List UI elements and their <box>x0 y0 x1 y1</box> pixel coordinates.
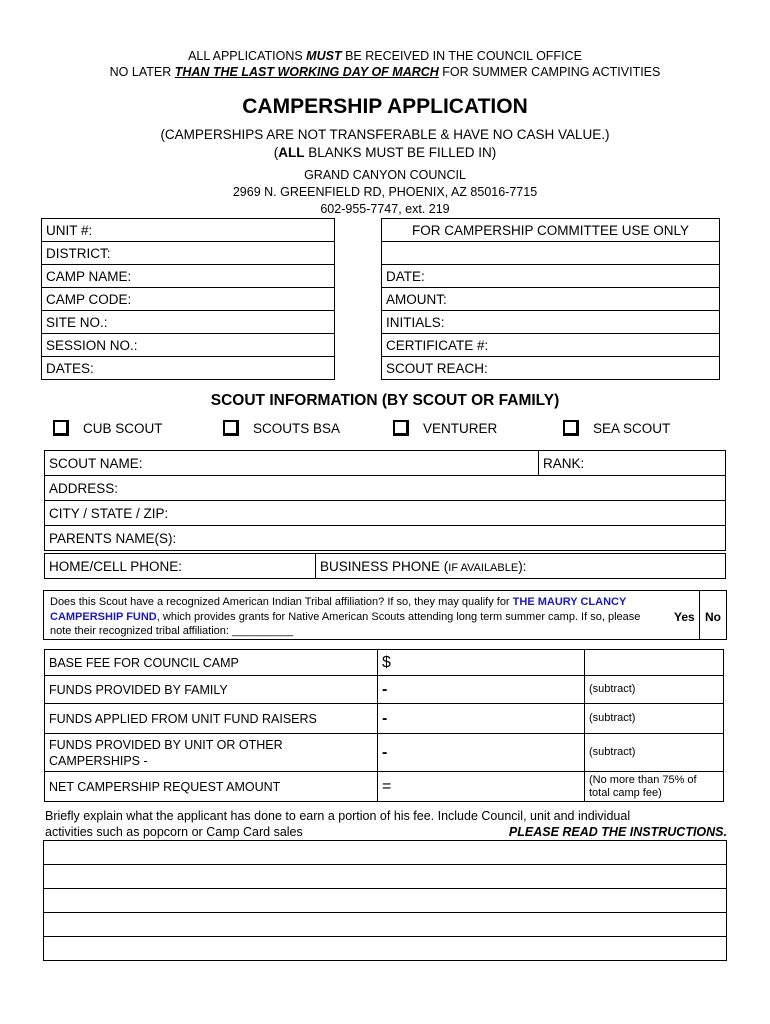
rank-field[interactable]: RANK: <box>539 451 726 476</box>
tribal-text-post: , which provides grants for Native American Scouts attending long term summer camp. If so, please note their recognized tribal affiliation: __________ <box>50 610 641 637</box>
subtitle-line1: (CAMPERSHIPS ARE NOT TRANSFERABLE & HAVE NO CASH VALUE.) <box>160 127 610 142</box>
explanation-line[interactable] <box>44 865 727 889</box>
fee-amount-field[interactable]: - <box>378 676 585 704</box>
camp-name-field[interactable]: CAMP NAME: <box>42 265 335 288</box>
council-street: 2969 N. GREENFIELD RD, PHOENIX, AZ 85016-7715 <box>232 185 538 199</box>
notice-line1-pre: ALL APPLICATIONS <box>188 49 307 63</box>
committee-amount-field[interactable]: AMOUNT: <box>382 288 720 311</box>
committee-certificate-field[interactable]: CERTIFICATE #: <box>382 334 720 357</box>
brief-line2: activities such as popcorn or Camp Card sales <box>45 825 303 839</box>
scouts-bsa-checkbox[interactable] <box>223 420 340 436</box>
notice-line2-pre: NO LATER <box>109 65 175 79</box>
council-phone: 602-955-7747, ext. 219 <box>320 202 450 216</box>
tribal-affiliation-box <box>43 590 727 640</box>
sea-scout-checkbox[interactable] <box>563 420 670 436</box>
fee-label: FUNDS APPLIED FROM UNIT FUND RAISERS <box>45 704 378 734</box>
notice-line2-post: FOR SUMMER CAMPING ACTIVITIES <box>438 65 661 79</box>
sea-scout-label: SEA SCOUT <box>593 420 671 436</box>
committee-date-field[interactable]: DATE: <box>382 265 720 288</box>
committee-initials-field[interactable]: INITIALS: <box>382 311 720 334</box>
fee-amount-field[interactable]: = <box>378 772 585 802</box>
business-phone-label: BUSINESS PHONE ( <box>320 558 449 574</box>
fee-note: (No more than 75% of total camp fee) <box>585 772 724 802</box>
explanation-line[interactable] <box>44 841 727 865</box>
notice-must: MUST <box>306 49 342 63</box>
explanation-line[interactable] <box>44 913 727 937</box>
committee-scout-reach-field[interactable]: SCOUT REACH: <box>382 357 720 380</box>
fee-note: (subtract) <box>585 704 724 734</box>
fee-table <box>44 649 724 802</box>
fee-label: FUNDS PROVIDED BY FAMILY <box>45 676 378 704</box>
fee-label: NET CAMPERSHIP REQUEST AMOUNT <box>45 772 378 802</box>
parents-name-field[interactable]: PARENTS NAME(S): <box>45 526 726 551</box>
page-title: CAMPERSHIP APPLICATION <box>242 95 528 118</box>
venturer-checkbox[interactable] <box>393 420 497 436</box>
fee-amount-field[interactable]: - <box>378 704 585 734</box>
camp-code-field[interactable]: CAMP CODE: <box>42 288 335 311</box>
fee-label: FUNDS PROVIDED BY UNIT OR OTHER CAMPERSHIPS - <box>45 734 378 772</box>
submission-notice <box>0 48 770 80</box>
checkbox-icon <box>53 420 69 436</box>
business-phone-field[interactable] <box>316 554 726 579</box>
address-field[interactable]: ADDRESS: <box>45 476 726 501</box>
subtitle-all: ALL <box>278 145 305 160</box>
scouts-bsa-label: SCOUTS BSA <box>253 420 341 436</box>
fee-label: BASE FEE FOR COUNCIL CAMP <box>45 650 378 676</box>
cub-scout-label: CUB SCOUT <box>83 420 163 436</box>
business-phone-note: IF AVAILABLE <box>448 561 519 574</box>
tribal-no-option[interactable]: No <box>705 610 721 624</box>
committee-blank-field[interactable] <box>382 242 720 265</box>
committee-heading: FOR CAMPERSHIP COMMITTEE USE ONLY <box>382 219 720 242</box>
explanation-lines <box>43 840 727 961</box>
dates-field[interactable]: DATES: <box>42 357 335 380</box>
district-field[interactable]: DISTRICT: <box>42 242 335 265</box>
notice-deadline: THAN THE LAST WORKING DAY OF MARCH <box>174 65 439 79</box>
cub-scout-checkbox[interactable] <box>53 420 163 436</box>
unit-info-table <box>41 218 335 380</box>
unit-number-field[interactable]: UNIT #: <box>42 219 335 242</box>
fee-note: (subtract) <box>585 676 724 704</box>
scout-name-field[interactable]: SCOUT NAME: <box>45 451 539 476</box>
venturer-label: VENTURER <box>423 420 498 436</box>
divider <box>699 591 700 639</box>
subtitle-line2-post: BLANKS MUST BE FILLED IN) <box>304 145 497 160</box>
checkbox-icon <box>563 420 579 436</box>
scout-info-table <box>44 450 726 551</box>
fee-amount-field[interactable]: $ <box>378 650 585 676</box>
read-instructions: PLEASE READ THE INSTRUCTIONS. <box>508 825 727 839</box>
maury-clancy-fund: THE MAURY CLANCY CAMPERSHIP FUND <box>50 596 627 623</box>
fee-note: (subtract) <box>585 734 724 772</box>
city-state-zip-field[interactable]: CITY / STATE / ZIP: <box>45 501 726 526</box>
session-number-field[interactable]: SESSION NO.: <box>42 334 335 357</box>
notice-line1-post: BE RECEIVED IN THE COUNCIL OFFICE <box>341 49 582 63</box>
brief-explanation <box>45 808 735 840</box>
checkbox-icon <box>223 420 239 436</box>
committee-table <box>381 218 720 380</box>
phone-table <box>44 553 726 579</box>
tribal-text <box>50 595 660 639</box>
fee-amount-field[interactable]: - <box>378 734 585 772</box>
subtitle-line2-pre: ( <box>273 145 279 160</box>
explanation-line[interactable] <box>44 937 727 961</box>
council-name: GRAND CANYON COUNCIL <box>304 168 466 182</box>
fee-note <box>585 650 724 676</box>
checkbox-icon <box>393 420 409 436</box>
scout-section-title: SCOUT INFORMATION (BY SCOUT OR FAMILY) <box>210 392 560 409</box>
tribal-yes-option[interactable]: Yes <box>674 610 695 624</box>
brief-line1: Briefly explain what the applicant has done to earn a portion of his fee. Include Council, unit and individual <box>45 809 631 823</box>
tribal-text-pre: Does this Scout have a recognized American Indian Tribal affiliation? If so, they may qualify for <box>50 596 513 608</box>
business-phone-colon: ): <box>518 558 527 574</box>
council-address <box>0 167 770 218</box>
explanation-line[interactable] <box>44 889 727 913</box>
subtitle <box>0 126 770 162</box>
site-number-field[interactable]: SITE NO.: <box>42 311 335 334</box>
home-phone-field[interactable]: HOME/CELL PHONE: <box>45 554 316 579</box>
